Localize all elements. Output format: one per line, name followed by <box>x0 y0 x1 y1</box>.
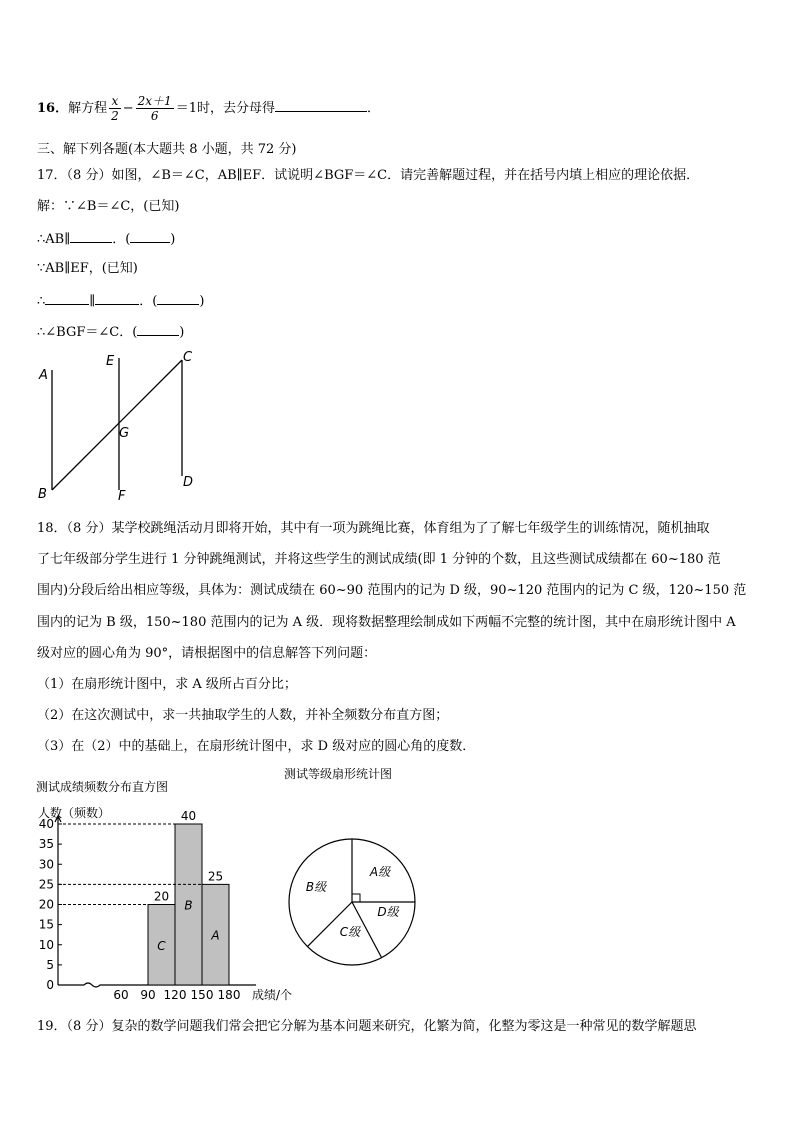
histogram-bar-category: A <box>211 928 220 943</box>
q16-fraction-2 <box>136 94 174 123</box>
q17-blank-6[interactable] <box>137 322 179 336</box>
q17-l5a: ∴∠BGF＝∠C．( <box>37 325 138 340</box>
q18-sub1: （1）在扇形统计图中，求 A 级所占百分比； <box>37 677 297 692</box>
q16-number: 16． <box>37 101 69 116</box>
pie-slice-label: B级 <box>305 880 327 894</box>
label-G: G <box>119 426 130 441</box>
histogram-xlabel: 成绩/个 <box>252 988 293 1002</box>
q17-blank-2[interactable] <box>130 229 170 243</box>
histogram-bar-value: 40 <box>180 809 197 823</box>
pie-chart <box>270 760 450 970</box>
q18-para-line4: 围内的记为 B 级，150~180 范围内的记为 A 级．现将数据整理绘制成如下两幅不完整的统计图，其中在扇形统计图中 A <box>37 615 736 630</box>
pie-slice-label: D级 <box>377 905 399 919</box>
segment-BC <box>52 360 182 490</box>
label-C: C <box>183 350 193 365</box>
pie-title: 测试等级扇形统计图 <box>283 767 393 781</box>
q17-l4b: ∥ <box>89 294 96 309</box>
q17-blank-5[interactable] <box>157 291 199 305</box>
label-F: F <box>118 489 126 504</box>
q18-para-line1: 18．（8 分）某学校跳绳活动月即将开始，其中有一项为跳绳比赛，体育组为了了解七年级学生的训练情况，随机抽取 <box>37 521 710 536</box>
label-A: A <box>39 368 48 383</box>
q18-para-line2: 了七年级部分学生进行 1 分钟跳绳测试，并将这些学生的测试成绩(即 1 分钟的个数，且这些测试成绩都在 60~180 范 <box>37 552 721 567</box>
q16-minus: − <box>122 101 134 116</box>
q17-line4 <box>37 291 204 311</box>
q17-line1: 解：∵∠B＝∠C，(已知) <box>37 199 180 214</box>
histogram-x-tick-label: 180 <box>217 988 241 1002</box>
q19-text: 19．（8 分）复杂的数学问题我们常会把它分解为基本问题来研究，化繁为简，化整为零这是一种常见的数学解题思 <box>37 1019 697 1034</box>
histogram-y-tick-label: 10 <box>38 937 54 952</box>
q18-para-line5: 级对应的圆心角为 90°，请根据图中的信息解答下列问题： <box>37 646 377 661</box>
q17-blank-1[interactable] <box>70 229 112 243</box>
label-E: E <box>106 354 115 369</box>
label-D: D <box>183 475 194 490</box>
histogram-bar-value: 20 <box>153 889 170 904</box>
histogram-bar-value: 25 <box>207 869 224 884</box>
q16-frac2-denominator: 6 <box>150 109 159 123</box>
pie-slice-label: A级 <box>369 865 391 879</box>
q16-frac2-numerator: 2x＋1 <box>137 94 172 108</box>
histogram-y-tick-label: 5 <box>46 957 54 972</box>
q17-l4a: ∴ <box>37 294 46 309</box>
q17-l4d: ) <box>199 294 205 309</box>
histogram-y-tick-label: 15 <box>38 917 54 932</box>
q16-text-before: 解方程 <box>68 101 108 116</box>
q17-line3: ∵AB∥EF，(已知) <box>37 261 138 276</box>
q17-blank-3[interactable] <box>45 291 89 305</box>
q16-text-after: ＝1时，去分母得 <box>175 101 275 116</box>
pie-slice-label: C级 <box>339 925 361 939</box>
histogram-y-tick-label: 0 <box>46 978 54 992</box>
q16-frac1-denominator: 2 <box>111 109 119 123</box>
q17-l2b: ．( <box>112 232 131 247</box>
histogram-x-tick-label: 90 <box>140 988 156 1002</box>
q16-line <box>37 94 380 124</box>
q17-header: 17．（8 分）如图，∠B＝∠C，AB∥EF．试说明∠BGF＝∠C．请完善解题过程，并在括号内填上相应的理论依据． <box>37 168 700 183</box>
q18-sub2: （2）在这次测试中，求一共抽取学生的人数，并补全频数分布直方图； <box>37 708 449 723</box>
histogram-y-tick-label: 25 <box>38 877 54 892</box>
q16-end: ． <box>366 101 380 116</box>
q17-figure <box>30 348 210 508</box>
histogram-y-tick-label: 30 <box>38 857 54 872</box>
q16-frac1-numerator: x <box>109 94 121 109</box>
histogram-y-tick-label: 20 <box>38 897 54 912</box>
histogram-bar-category: B <box>184 898 193 913</box>
histogram-y-tick-label: 35 <box>38 837 54 852</box>
q18-sub3: （3）在（2）中的基础上，在扇形统计图中，求 D 级对应的圆心角的度数． <box>37 739 476 754</box>
histogram-bar-category: C <box>157 938 166 953</box>
q16-answer-blank[interactable] <box>275 98 367 112</box>
q17-line2 <box>37 229 175 249</box>
q16-fraction-1 <box>109 94 121 123</box>
q17-l4c: ．( <box>139 294 158 309</box>
histogram-title: 测试成绩频数分布直方图 <box>36 780 169 794</box>
histogram-x-tick-label: 60 <box>113 988 129 1002</box>
q17-line5 <box>37 322 184 342</box>
label-B: B <box>38 487 47 502</box>
q17-blank-4[interactable] <box>95 291 139 305</box>
histogram-y-tick-label: 40 <box>38 817 54 831</box>
q17-l2c: ) <box>170 232 176 247</box>
q18-para-line3: 围内)分段后给出相应等级，具体为：测试成绩在 60~90 范围内的记为 D 级，90~120 范围内的记为 C 级，120~150 范 <box>37 583 747 598</box>
histogram-x-tick-label: 120 <box>163 988 187 1002</box>
histogram-ylabel: 人数（频数） <box>38 806 111 820</box>
q17-l2a: ∴AB∥ <box>37 232 71 247</box>
q17-l5b: ) <box>179 325 185 340</box>
histogram-x-tick-label: 150 <box>190 988 214 1002</box>
section3-heading: 三、解下列各题(本大题共 8 小题，共 72 分) <box>37 142 297 157</box>
